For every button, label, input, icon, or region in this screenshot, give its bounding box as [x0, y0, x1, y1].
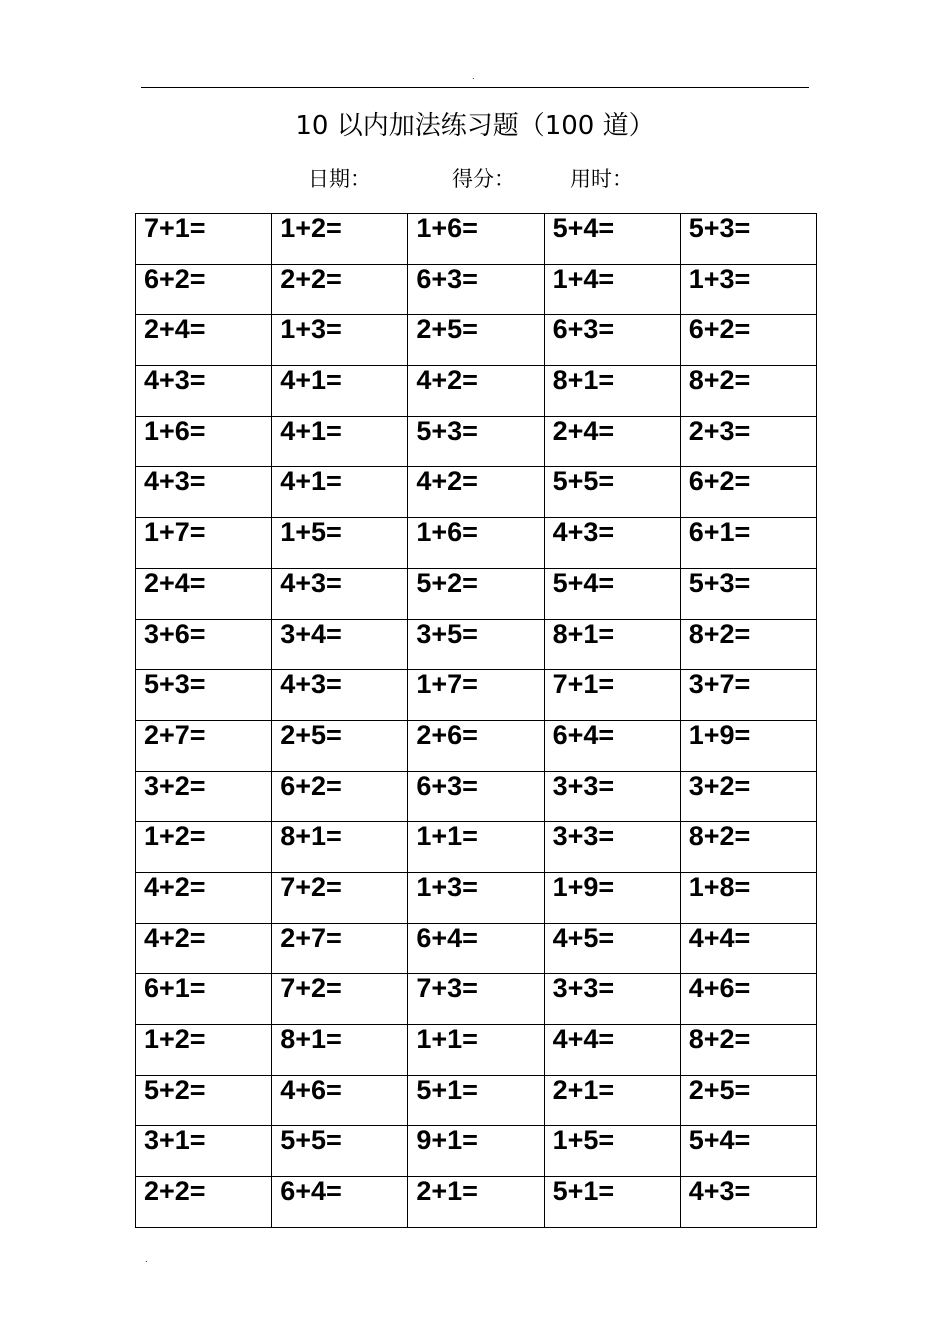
problem-cell	[408, 822, 544, 873]
problem-table-body	[136, 214, 817, 1228]
problem-cell	[272, 974, 408, 1025]
problem-text: 6+4=	[552, 720, 615, 750]
problem-text: 1+4=	[552, 264, 615, 294]
problem-text: 4+6=	[688, 973, 751, 1004]
problem-text: 8+1=	[552, 619, 615, 649]
problem-cell	[136, 568, 272, 619]
problem-cell	[680, 872, 816, 923]
problem-text: 6+1=	[144, 973, 206, 1004]
problem-cell	[272, 771, 408, 822]
problem-text: 3+3=	[552, 771, 615, 801]
date-label: 日期：	[308, 167, 371, 191]
problem-cell	[544, 822, 680, 873]
problem-text: 4+3=	[144, 466, 206, 497]
problem-cell	[272, 214, 408, 265]
problem-cell	[272, 1126, 408, 1177]
problem-text: 4+6=	[280, 1075, 342, 1105]
problem-text: 1+9=	[552, 872, 615, 902]
problem-text: 7+1=	[552, 669, 615, 700]
problem-text: 6+3=	[552, 314, 615, 345]
problem-cell	[136, 1075, 272, 1126]
problem-cell	[680, 771, 816, 822]
problem-text: 2+5=	[688, 1075, 751, 1105]
problem-text: 7+1=	[144, 213, 206, 243]
problem-cell	[680, 1075, 816, 1126]
problem-text: 4+1=	[280, 416, 342, 446]
problem-cell	[680, 467, 816, 518]
problem-text: 6+3=	[416, 264, 478, 294]
problem-cell	[544, 1177, 680, 1228]
problem-text: 8+1=	[552, 365, 615, 396]
problem-text: 3+5=	[416, 619, 478, 649]
problem-cell	[408, 974, 544, 1025]
problem-cell	[544, 923, 680, 974]
problem-text: 4+1=	[280, 365, 342, 396]
table-row	[136, 720, 817, 771]
problem-text: 9+1=	[416, 1125, 478, 1156]
problem-cell	[408, 923, 544, 974]
problem-cell	[544, 315, 680, 366]
problem-cell	[272, 416, 408, 467]
problem-text: 5+4=	[552, 568, 615, 598]
problem-text: 5+5=	[280, 1125, 342, 1156]
problem-cell	[272, 366, 408, 417]
problem-text: 1+2=	[144, 1024, 206, 1054]
problem-cell	[136, 416, 272, 467]
problem-text: 5+1=	[552, 1176, 615, 1207]
problem-text: 6+2=	[688, 466, 751, 497]
problem-cell	[136, 670, 272, 721]
problem-cell	[136, 872, 272, 923]
problem-cell	[272, 720, 408, 771]
problem-text: 2+5=	[416, 314, 478, 345]
problem-cell	[680, 974, 816, 1025]
problem-text: 6+4=	[280, 1176, 342, 1207]
problem-cell	[136, 467, 272, 518]
problem-cell	[408, 518, 544, 569]
table-row	[136, 1075, 817, 1126]
problem-cell	[136, 974, 272, 1025]
problem-text: 3+7=	[688, 669, 751, 700]
table-row	[136, 771, 817, 822]
problem-cell	[680, 568, 816, 619]
problem-cell	[544, 974, 680, 1025]
problem-cell	[408, 467, 544, 518]
problem-cell	[544, 670, 680, 721]
problem-text: 1+9=	[688, 720, 751, 750]
problem-text: 1+2=	[144, 821, 206, 852]
problem-cell	[136, 264, 272, 315]
problem-text: 1+8=	[688, 872, 751, 902]
problem-cell	[680, 264, 816, 315]
problem-text: 7+3=	[416, 973, 478, 1004]
table-row	[136, 315, 817, 366]
problem-text: 1+6=	[416, 517, 478, 548]
problem-text: 7+2=	[280, 872, 342, 902]
problem-text: 4+3=	[280, 568, 342, 598]
table-row	[136, 568, 817, 619]
problem-cell	[544, 366, 680, 417]
problem-cell	[136, 923, 272, 974]
problem-text: 8+1=	[280, 1024, 342, 1054]
problem-text: 2+1=	[552, 1075, 615, 1105]
problem-cell	[136, 1126, 272, 1177]
problem-text: 6+2=	[280, 771, 342, 801]
table-row	[136, 214, 817, 265]
problem-cell	[544, 720, 680, 771]
problem-cell	[680, 1025, 816, 1076]
problem-cell	[408, 720, 544, 771]
problem-cell	[136, 1025, 272, 1076]
problem-text: 1+6=	[416, 213, 478, 243]
problem-cell	[544, 467, 680, 518]
problem-text: 1+3=	[280, 314, 342, 345]
problem-cell	[272, 923, 408, 974]
problem-text: 5+4=	[688, 1125, 751, 1156]
problem-cell	[544, 1075, 680, 1126]
problem-cell	[272, 568, 408, 619]
problem-text: 2+4=	[144, 314, 206, 345]
problem-text: 4+3=	[280, 669, 342, 700]
problem-table	[135, 213, 817, 1228]
problem-cell	[272, 872, 408, 923]
problem-text: 5+5=	[552, 466, 615, 497]
problem-cell	[272, 518, 408, 569]
problem-cell	[136, 822, 272, 873]
problem-text: 4+4=	[688, 923, 751, 953]
problem-text: 1+7=	[416, 669, 478, 700]
problem-text: 5+1=	[416, 1075, 478, 1105]
problem-text: 4+2=	[144, 872, 206, 902]
problem-text: 5+2=	[144, 1075, 206, 1105]
footer-mark: .	[145, 1255, 148, 1264]
problem-cell	[680, 619, 816, 670]
problem-cell	[272, 264, 408, 315]
problem-cell	[408, 214, 544, 265]
problem-cell	[408, 264, 544, 315]
problem-text: 6+4=	[416, 923, 478, 953]
problem-cell	[544, 619, 680, 670]
problem-cell	[544, 1025, 680, 1076]
problem-cell	[272, 822, 408, 873]
problem-text: 3+6=	[144, 619, 206, 649]
table-row	[136, 619, 817, 670]
problem-cell	[408, 1177, 544, 1228]
problem-cell	[408, 1025, 544, 1076]
table-row	[136, 872, 817, 923]
problem-cell	[136, 771, 272, 822]
problem-text: 2+5=	[280, 720, 342, 750]
table-row	[136, 518, 817, 569]
problem-cell	[136, 366, 272, 417]
problem-text: 4+3=	[144, 365, 206, 396]
problem-text: 3+2=	[144, 771, 206, 801]
header-rule	[141, 87, 809, 88]
problem-text: 4+3=	[688, 1176, 751, 1207]
problem-cell	[136, 315, 272, 366]
table-row	[136, 1126, 817, 1177]
problem-text: 3+2=	[688, 771, 751, 801]
problem-cell	[680, 1177, 816, 1228]
problem-cell	[136, 214, 272, 265]
problem-cell	[136, 1177, 272, 1228]
problem-cell	[272, 1025, 408, 1076]
problem-cell	[544, 771, 680, 822]
problem-text: 3+4=	[280, 619, 342, 649]
problem-text: 5+3=	[688, 213, 751, 243]
problem-text: 1+5=	[552, 1125, 615, 1156]
problem-text: 2+7=	[280, 923, 342, 953]
problem-text: 7+2=	[280, 973, 342, 1004]
table-row	[136, 822, 817, 873]
problem-cell	[680, 416, 816, 467]
table-row	[136, 1177, 817, 1228]
problem-cell	[680, 1126, 816, 1177]
problem-cell	[680, 315, 816, 366]
table-row	[136, 264, 817, 315]
problem-text: 2+2=	[280, 264, 342, 294]
problem-text: 8+2=	[688, 1024, 751, 1054]
problem-text: 1+7=	[144, 517, 206, 548]
problem-cell	[544, 518, 680, 569]
problem-text: 4+1=	[280, 466, 342, 497]
problem-cell	[544, 1126, 680, 1177]
problem-text: 5+3=	[144, 669, 206, 700]
problem-cell	[680, 366, 816, 417]
table-row	[136, 923, 817, 974]
table-row	[136, 670, 817, 721]
problem-text: 1+6=	[144, 416, 206, 446]
problem-text: 3+3=	[552, 973, 615, 1004]
problem-cell	[680, 214, 816, 265]
problem-text: 3+1=	[144, 1125, 206, 1156]
problem-cell	[272, 670, 408, 721]
problem-cell	[408, 366, 544, 417]
table-row	[136, 1025, 817, 1076]
problem-text: 1+1=	[416, 821, 478, 852]
problem-text: 5+3=	[688, 568, 751, 598]
problem-text: 4+4=	[552, 1024, 615, 1054]
problem-text: 8+2=	[688, 365, 751, 396]
table-row	[136, 416, 817, 467]
problem-cell	[408, 670, 544, 721]
problem-text: 5+2=	[416, 568, 478, 598]
problem-cell	[544, 568, 680, 619]
problem-text: 1+3=	[688, 264, 751, 294]
problem-cell	[136, 518, 272, 569]
table-row	[136, 366, 817, 417]
problem-text: 8+1=	[280, 821, 342, 852]
problem-text: 6+2=	[688, 314, 751, 345]
problem-text: 1+1=	[416, 1024, 478, 1054]
problem-text: 2+7=	[144, 720, 206, 750]
header-mark: .	[472, 72, 475, 81]
problem-cell	[408, 568, 544, 619]
problem-cell	[408, 872, 544, 923]
problem-cell	[408, 315, 544, 366]
problem-cell	[408, 771, 544, 822]
problem-text: 6+2=	[144, 264, 206, 294]
problem-text: 6+3=	[416, 771, 478, 801]
problem-text: 4+2=	[416, 466, 478, 497]
score-label: 得分：	[452, 167, 515, 191]
problem-cell	[408, 1126, 544, 1177]
time-label: 用时：	[570, 167, 633, 191]
problem-cell	[408, 1075, 544, 1126]
table-row	[136, 467, 817, 518]
problem-cell	[544, 214, 680, 265]
problem-text: 4+2=	[144, 923, 206, 953]
table-row	[136, 974, 817, 1025]
problem-text: 2+4=	[144, 568, 206, 598]
problem-cell	[272, 467, 408, 518]
problem-cell	[136, 619, 272, 670]
problem-cell	[272, 1075, 408, 1126]
problem-cell	[408, 619, 544, 670]
problem-text: 4+2=	[416, 365, 478, 396]
problem-cell	[680, 720, 816, 771]
problem-text: 2+3=	[688, 416, 751, 446]
problem-text: 4+5=	[552, 923, 615, 953]
problem-cell	[544, 264, 680, 315]
problem-cell	[408, 416, 544, 467]
problem-text: 5+4=	[552, 213, 615, 243]
problem-cell	[272, 619, 408, 670]
problem-cell	[272, 1177, 408, 1228]
problem-text: 1+2=	[280, 213, 342, 243]
problem-text: 2+2=	[144, 1176, 206, 1207]
problem-cell	[544, 872, 680, 923]
problem-text: 2+1=	[416, 1176, 478, 1207]
problem-text: 2+6=	[416, 720, 478, 750]
problem-text: 5+3=	[416, 416, 478, 446]
problem-text: 1+3=	[416, 872, 478, 902]
problem-text: 2+4=	[552, 416, 615, 446]
problem-cell	[272, 315, 408, 366]
problem-text: 4+3=	[552, 517, 615, 548]
problem-text: 8+2=	[688, 821, 751, 852]
problem-cell	[136, 720, 272, 771]
problem-text: 6+1=	[688, 517, 751, 548]
problem-cell	[680, 518, 816, 569]
problem-text: 8+2=	[688, 619, 751, 649]
problem-cell	[680, 923, 816, 974]
problem-cell	[544, 416, 680, 467]
problem-text: 3+3=	[552, 821, 615, 852]
problem-cell	[680, 822, 816, 873]
problem-cell	[680, 670, 816, 721]
page-title: 10 以内加法练习题（100 道）	[295, 111, 655, 141]
problem-text: 1+5=	[280, 517, 342, 548]
